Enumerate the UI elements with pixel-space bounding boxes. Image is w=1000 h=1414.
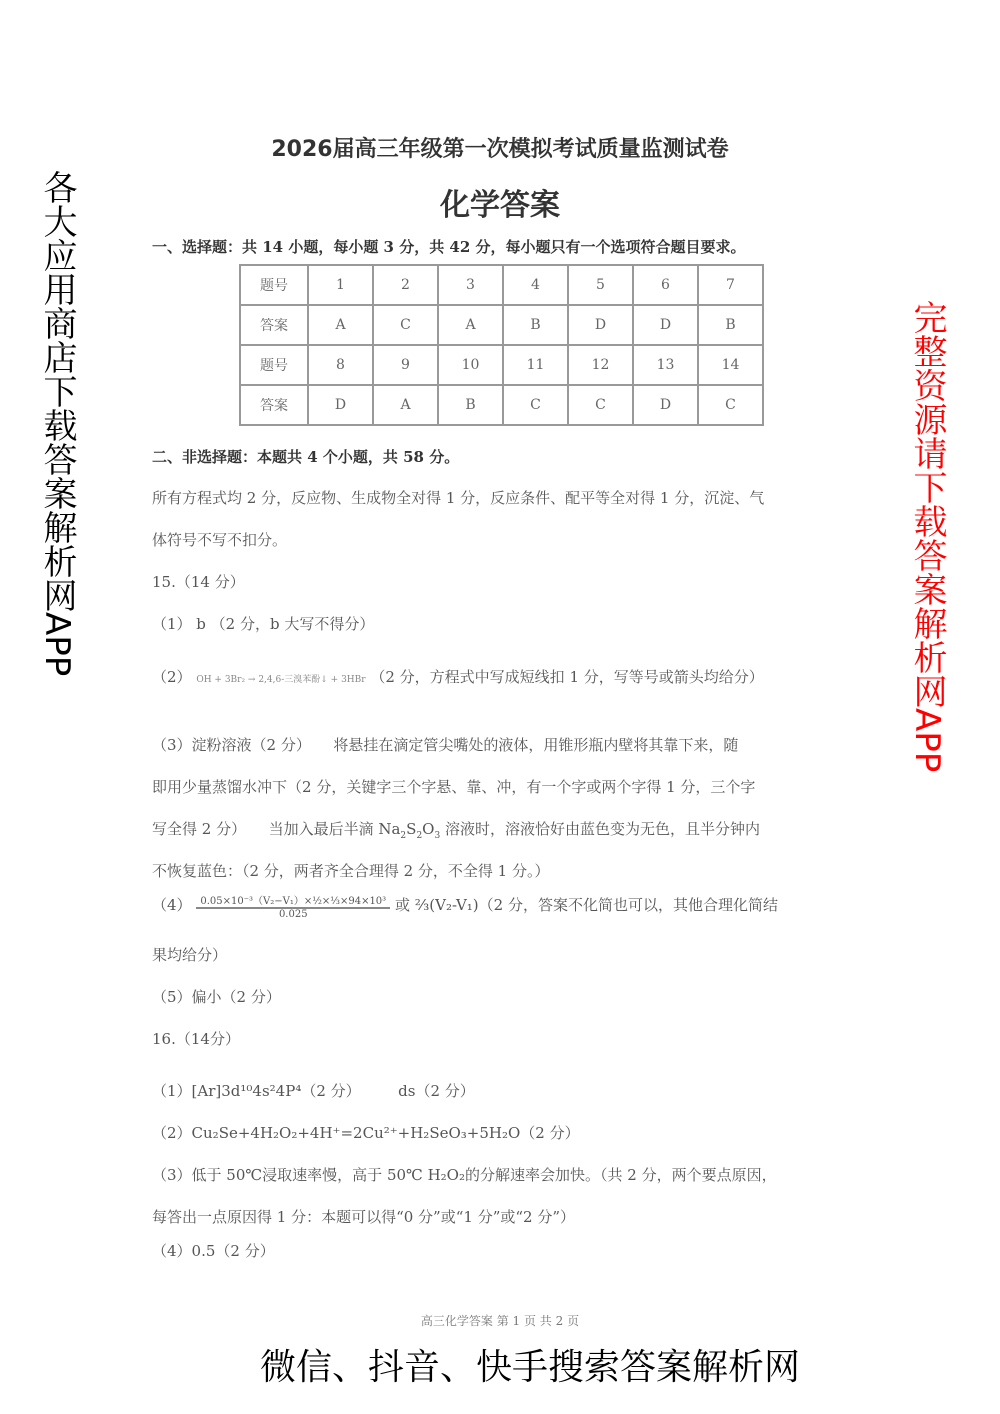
fraction bbox=[196, 892, 390, 920]
q15-part3-line: 不恢复蓝色：（2 分，两者齐全合理得 2 分，不全得 1 分。） bbox=[152, 862, 550, 880]
table-cell: 5 bbox=[568, 265, 633, 305]
table-cell: 14 bbox=[698, 345, 763, 385]
table-cell: 10 bbox=[438, 345, 503, 385]
q15-part3-line: （3）淀粉溶液（2 分） 将悬挂在滴定管尖嘴处的液体，用锥形瓶内壁将其靠下来，随 bbox=[152, 736, 739, 754]
q16-part3-line: （3）低于 50℃浸取速率慢，高于 50℃ H₂O₂的分解速率会加快。（共 2 分，两个要点原因， bbox=[152, 1166, 777, 1184]
table-cell: 11 bbox=[503, 345, 568, 385]
table-cell: D bbox=[633, 385, 698, 425]
table-cell: C bbox=[373, 305, 438, 345]
q15-part4-cont: 果均给分） bbox=[152, 946, 228, 964]
table-cell: B bbox=[438, 385, 503, 425]
part-label: （2） bbox=[152, 668, 192, 686]
table-row bbox=[240, 385, 763, 425]
answer-table bbox=[239, 264, 764, 426]
row-header-cell: 答案 bbox=[240, 385, 308, 425]
table-cell: A bbox=[373, 385, 438, 425]
q15-heading: 15.（14 分） bbox=[152, 573, 245, 591]
watermark-center: 完整资源请下载答案解析网APP bbox=[907, 300, 947, 773]
q16-heading: 16.（14分） bbox=[152, 1030, 240, 1048]
q15-part5: （5）偏小（2 分） bbox=[152, 988, 281, 1006]
text: 写全得 2 分） 当加入最后半滴 Na bbox=[152, 820, 401, 838]
q16-part1: （1）[Ar]3d¹⁰4s²4P⁴（2 分） ds（2 分） bbox=[152, 1082, 475, 1100]
table-cell: D bbox=[633, 305, 698, 345]
section2-heading: 二、非选择题：本题共 4 个小题，共 58 分。 bbox=[152, 448, 460, 466]
row-header-cell: 题号 bbox=[240, 265, 308, 305]
q15-part1: （1） b （2 分，b 大写不得分） bbox=[152, 615, 375, 633]
page-subtitle: 化学答案 bbox=[440, 188, 560, 223]
q16-part3-line: 每答出一点原因得 1 分：本题可以得“0 分”或“1 分”或“2 分”） bbox=[152, 1208, 576, 1226]
numerator: 0.05×10⁻³（V₂−V₁）×½×⅓×94×10³ bbox=[196, 892, 390, 909]
q15-part4 bbox=[152, 892, 778, 920]
page-title: 2026届高三年级第一次模拟考试质量监测试卷 bbox=[271, 137, 729, 162]
table-cell: B bbox=[698, 305, 763, 345]
table-cell: D bbox=[308, 385, 373, 425]
section1-heading: 一、选择题：共 14 小题，每小题 3 分，共 42 分，每小题只有一个选项符合题目要求。 bbox=[152, 238, 746, 256]
note-line: 体符号不写不扣分。 bbox=[152, 531, 288, 549]
table-cell: D bbox=[568, 305, 633, 345]
note-line: 所有方程式均 2 分，反应物、生成物全对得 1 分，反应条件、配平等全对得 1 分，沉淀、气 bbox=[152, 489, 765, 507]
table-cell: 1 bbox=[308, 265, 373, 305]
table-cell: 3 bbox=[438, 265, 503, 305]
page-footer: 高三化学答案 第 1 页 共 2 页 bbox=[420, 1314, 580, 1328]
part-note: （2 分，方程式中写成短线扣 1 分，写等号或箭头均给分） bbox=[370, 668, 764, 686]
q16-part2: （2）Cu₂Se+4H₂O₂+4H⁺=2Cu²⁺+H₂SeO₃+5H₂O（2 分） bbox=[152, 1124, 580, 1142]
table-cell: 9 bbox=[373, 345, 438, 385]
part-note: 或 ⅔(V₂-V₁)（2 分，答案不化简也可以，其他合理化简结 bbox=[394, 896, 778, 914]
table-cell: A bbox=[438, 305, 503, 345]
q16-part4: （4）0.5（2 分） bbox=[152, 1242, 275, 1260]
part-label: （4） bbox=[152, 896, 192, 914]
table-cell: 2 bbox=[373, 265, 438, 305]
table-row bbox=[240, 305, 763, 345]
row-header-cell: 题号 bbox=[240, 345, 308, 385]
table-cell: 12 bbox=[568, 345, 633, 385]
row-header-cell: 答案 bbox=[240, 305, 308, 345]
table-cell: A bbox=[308, 305, 373, 345]
table-cell: 6 bbox=[633, 265, 698, 305]
watermark-bottom-right: 微信、抖音、快手搜索答案解析网 bbox=[260, 1347, 801, 1388]
table-cell: 4 bbox=[503, 265, 568, 305]
table-cell: B bbox=[503, 305, 568, 345]
bromination-equation: OH + 3Br₂ → 2,4,6-三溴苯酚↓ + 3HBr bbox=[196, 675, 366, 685]
table-cell: C bbox=[568, 385, 633, 425]
table-cell: 8 bbox=[308, 345, 373, 385]
q15-part2 bbox=[152, 666, 764, 687]
table-cell: C bbox=[698, 385, 763, 425]
table-row bbox=[240, 265, 763, 305]
q15-part3-line: 即用少量蒸馏水冲下（2 分，关键字三个字悬、靠、冲，有一个字或两个字得 1 分，三个字 bbox=[152, 778, 756, 796]
q15-part3-line: 写全得 2 分） 当加入最后半滴 $Na_2S_2O_3$ 溶液时，溶液恰好由蓝色变为无色，且半分钟内 bbox=[152, 820, 761, 841]
table-row bbox=[240, 345, 763, 385]
table-cell: C bbox=[503, 385, 568, 425]
text: 溶液时，溶液恰好由蓝色变为无色，且半分钟内 bbox=[445, 820, 761, 838]
table-cell: 13 bbox=[633, 345, 698, 385]
watermark-top-left: 各大应用商店下载答案解析网APP bbox=[37, 170, 77, 677]
table-cell: 7 bbox=[698, 265, 763, 305]
denominator: 0.025 bbox=[278, 909, 308, 920]
